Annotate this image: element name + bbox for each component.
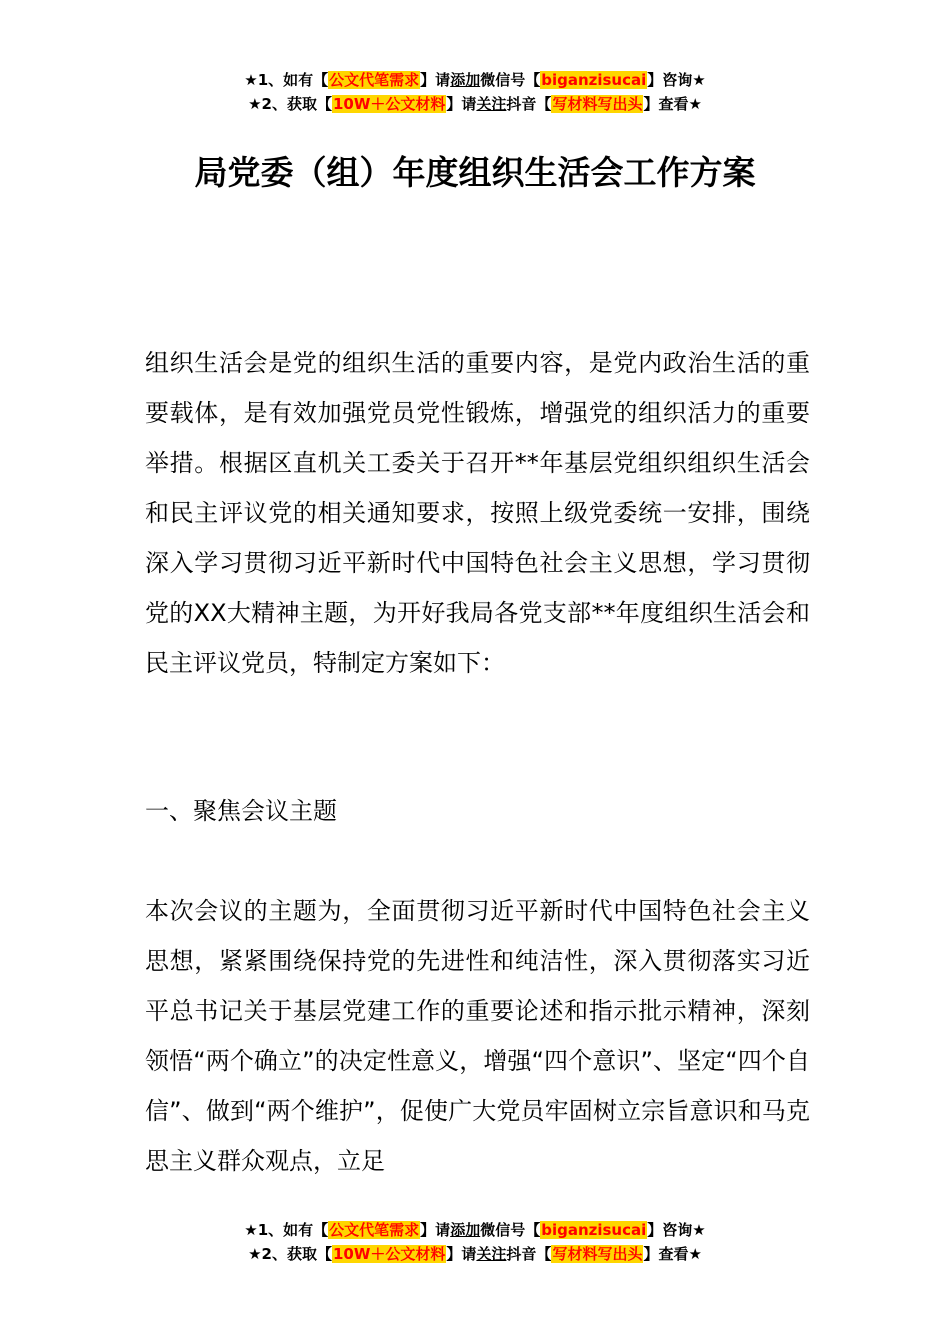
promo-text: 】请	[446, 1245, 477, 1263]
promo-highlight: 10W＋公文材料	[332, 95, 446, 113]
promo-line-1	[0, 68, 950, 92]
promo-text: 抖音【	[506, 95, 552, 113]
promo-highlight: 写材料写出头	[552, 1245, 643, 1263]
promo-highlight: biganzisucai	[541, 71, 647, 89]
promo-line-2	[0, 92, 950, 116]
promo-text: ★2、获取【	[248, 1245, 332, 1263]
promo-text: 微信号【	[480, 1221, 541, 1239]
promo-text: ★2、获取【	[248, 95, 332, 113]
promo-underlined: 关注	[476, 95, 507, 113]
promo-text: 】查看★	[643, 95, 702, 113]
promo-highlight: 10W＋公文材料	[332, 1245, 446, 1263]
promo-text: 抖音【	[506, 1245, 552, 1263]
promo-underlined: 关注	[476, 1245, 507, 1263]
promo-line-2	[0, 1242, 950, 1266]
document-title: 局党委（组）年度组织生活会工作方案	[194, 153, 756, 192]
promo-text: 】咨询★	[647, 71, 706, 89]
promo-text: ★1、如有【	[244, 1221, 329, 1239]
promo-highlight: 公文代笔需求	[329, 1221, 420, 1239]
intro-paragraph: 组织生活会是党的组织生活的重要内容，是党内政治生活的重要载体，是有效加强党员党性锻炼，增强党的组织活力的重要举措。根据区直机关工委关于召开**年基层党组织组织生活会和民主评议党的相关通知要求，按照上级党委统一安排，围绕深入学习贯彻习近平新时代中国特色社会主义思想，学习贯彻党的XX大精神主题，为开好我局各党支部**年度组织生活会和民主评议党员，特制定方案如下：	[145, 349, 810, 677]
promo-text: 微信号【	[480, 71, 541, 89]
promo-text: 】查看★	[643, 1245, 702, 1263]
promo-text: 】请	[446, 95, 477, 113]
promo-underlined: 添加	[450, 71, 481, 89]
section-heading: 一、聚焦会议主题	[145, 797, 337, 825]
promo-underlined: 添加	[450, 1221, 481, 1239]
promo-highlight: 公文代笔需求	[329, 71, 420, 89]
top-promo-banner	[0, 68, 950, 116]
promo-line-1	[0, 1218, 950, 1242]
promo-text: 】请	[420, 1221, 451, 1239]
promo-text: ★1、如有【	[244, 71, 329, 89]
section-body-paragraph: 本次会议的主题为，全面贯彻习近平新时代中国特色社会主义思想，紧紧围绕保持党的先进性和纯洁性，深入贯彻落实习近平总书记关于基层党建工作的重要论述和指示批示精神，深刻领悟“两个确立”的决定性意义，增强“四个意识”、坚定“四个自信”、做到“两个维护”，促使广大党员牢固树立宗旨意识和马克思主义群众观点，立足	[145, 897, 810, 1175]
promo-highlight: 写材料写出头	[552, 95, 643, 113]
promo-highlight: biganzisucai	[541, 1221, 647, 1239]
promo-text: 】请	[420, 71, 451, 89]
promo-text: 】咨询★	[647, 1221, 706, 1239]
bottom-promo-banner	[0, 1218, 950, 1266]
